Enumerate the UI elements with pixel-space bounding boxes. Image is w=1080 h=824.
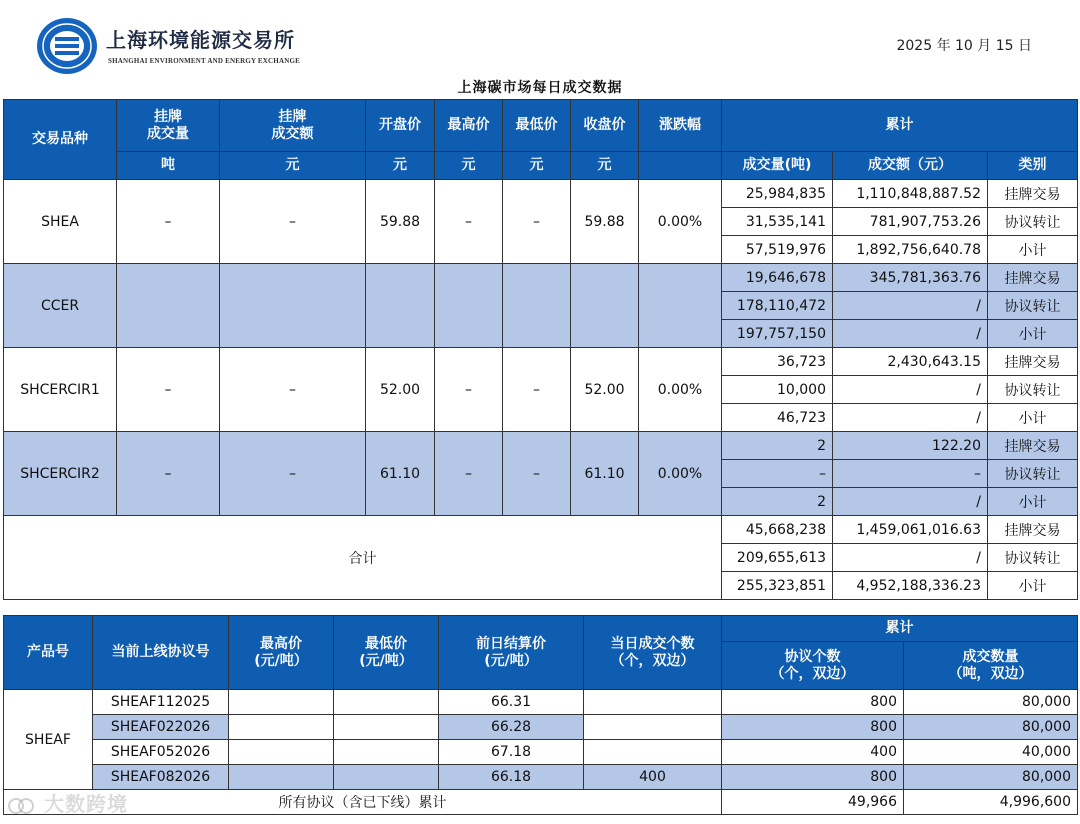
cum-volume: 36,723 [722, 348, 833, 376]
cum-type: 小计 [988, 236, 1078, 264]
cum-amount: / [833, 320, 988, 348]
unit-yuan: 元 [220, 152, 366, 180]
cum-qty: 80,000 [904, 690, 1078, 715]
close-price [571, 264, 639, 348]
unit-yuan: 元 [571, 152, 639, 180]
settle-price: 66.18 [439, 765, 584, 790]
col-close: 收盘价 [571, 100, 639, 152]
low-price: – [503, 180, 571, 264]
cum-type: 协议转让 [988, 460, 1078, 488]
cum-amount: 781,907,753.26 [833, 208, 988, 236]
cum-volume: 2 [722, 432, 833, 460]
product-name: SHEA [4, 180, 117, 264]
listed-amount: – [220, 348, 366, 432]
cum-type: 挂牌交易 [988, 180, 1078, 208]
cum-type: 协议转让 [988, 376, 1078, 404]
high-price [229, 690, 334, 715]
listed-volume: – [117, 432, 220, 516]
contract-code: SHEAF052026 [93, 740, 229, 765]
col-product-code: 产品号 [4, 616, 93, 690]
cum-type: 挂牌交易 [988, 348, 1078, 376]
product-name: SHCERCIR1 [4, 348, 117, 432]
cum-volume: – [722, 460, 833, 488]
product-code: SHEAF [4, 690, 93, 790]
col-cum-count: 协议个数 （个，双边） [722, 642, 904, 690]
settle-price: 66.28 [439, 715, 584, 740]
low-price [334, 740, 439, 765]
total-label: 合计 [4, 516, 722, 600]
contract-code: SHEAF112025 [93, 690, 229, 715]
col-listed-volume: 挂牌 成交量 [117, 100, 220, 152]
open-price: 52.00 [366, 348, 435, 432]
high-price: – [435, 180, 503, 264]
cum-volume: 31,535,141 [722, 208, 833, 236]
high-price [229, 740, 334, 765]
table-row [4, 264, 1078, 292]
col-product: 交易品种 [4, 100, 117, 180]
close-price: 59.88 [571, 180, 639, 264]
cum-count: 800 [722, 690, 904, 715]
report-date: 2025 年 10 月 15 日 [896, 38, 1032, 54]
high-price [229, 765, 334, 790]
cum-type: 协议转让 [988, 292, 1078, 320]
close-price: 61.10 [571, 432, 639, 516]
listed-volume [117, 264, 220, 348]
cum-volume: 10,000 [722, 376, 833, 404]
high-price: – [435, 348, 503, 432]
table-row [4, 180, 1078, 208]
org-name-cn: 上海环境能源交易所 [106, 28, 295, 52]
cum-qty: 80,000 [904, 765, 1078, 790]
listed-volume: – [117, 180, 220, 264]
col-cum-qty: 成交数量 （吨，双边） [904, 642, 1078, 690]
cum-type: 小计 [988, 488, 1078, 516]
org-name-en: SHANGHAI ENVIRONMENT AND ENERGY EXCHANGE [108, 57, 300, 65]
cum-qty: 40,000 [904, 740, 1078, 765]
table-row [4, 432, 1078, 460]
cum-amount: 2,430,643.15 [833, 348, 988, 376]
cum-volume: 46,723 [722, 404, 833, 432]
cum-count: 49,966 [722, 790, 904, 815]
cum-amount: / [833, 488, 988, 516]
col-low: 最低价 (元/吨） [334, 616, 439, 690]
col-cum-type: 类别 [988, 152, 1078, 180]
cum-volume: 19,646,678 [722, 264, 833, 292]
low-price: – [503, 432, 571, 516]
col-cum-volume: 成交量(吨) [722, 152, 833, 180]
col-cumulative: 累计 [722, 100, 1078, 152]
cum-type: 协议转让 [988, 544, 1078, 572]
watermark [6, 788, 128, 817]
col-change: 涨跌幅 [639, 100, 722, 152]
open-price [366, 264, 435, 348]
cum-volume: 209,655,613 [722, 544, 833, 572]
listed-amount [220, 264, 366, 348]
report-header [0, 0, 1080, 100]
cum-amount: 1,110,848,887.52 [833, 180, 988, 208]
settle-price: 67.18 [439, 740, 584, 765]
cum-amount: 122.20 [833, 432, 988, 460]
low-price [334, 765, 439, 790]
close-price: 52.00 [571, 348, 639, 432]
futures-agreement-table [3, 615, 1078, 815]
cum-type: 协议转让 [988, 208, 1078, 236]
open-price: 59.88 [366, 180, 435, 264]
table-row [4, 715, 1078, 740]
table-row [4, 740, 1078, 765]
cum-amount: 4,952,188,336.23 [833, 572, 988, 600]
unit-yuan: 元 [435, 152, 503, 180]
cum-type: 小计 [988, 320, 1078, 348]
change-pct: 0.00% [639, 348, 722, 432]
col-high: 最高价 (元/吨） [229, 616, 334, 690]
cum-type: 挂牌交易 [988, 264, 1078, 292]
watermark-logo-icon [6, 795, 36, 817]
daily-trading-table [3, 99, 1078, 600]
col-contract: 当前上线协议号 [93, 616, 229, 690]
unit-yuan: 元 [503, 152, 571, 180]
col-high: 最高价 [435, 100, 503, 152]
cum-amount: / [833, 292, 988, 320]
exchange-logo-icon [35, 16, 99, 76]
cum-count: 400 [722, 740, 904, 765]
product-name: SHCERCIR2 [4, 432, 117, 516]
low-price [334, 715, 439, 740]
table-row [4, 765, 1078, 790]
cum-type: 小计 [988, 404, 1078, 432]
cum-count: 800 [722, 765, 904, 790]
deal-count [584, 740, 722, 765]
col-open: 开盘价 [366, 100, 435, 152]
col-cumulative: 累计 [722, 616, 1078, 642]
listed-amount: – [220, 432, 366, 516]
table-row [4, 690, 1078, 715]
cum-amount: – [833, 460, 988, 488]
total-row [4, 790, 1078, 815]
settle-price: 66.31 [439, 690, 584, 715]
change-pct [639, 264, 722, 348]
col-cum-amount: 成交额（元） [833, 152, 988, 180]
watermark-text: 大数跨境 [43, 792, 128, 816]
unit-ton: 吨 [117, 152, 220, 180]
deal-count [584, 690, 722, 715]
cum-type: 挂牌交易 [988, 432, 1078, 460]
table-row [4, 348, 1078, 376]
col-settle: 前日结算价 (元/吨） [439, 616, 584, 690]
cum-amount: / [833, 544, 988, 572]
cum-count: 800 [722, 715, 904, 740]
cum-volume: 45,668,238 [722, 516, 833, 544]
cum-amount: 1,892,756,640.78 [833, 236, 988, 264]
contract-code: SHEAF082026 [93, 765, 229, 790]
cum-type: 小计 [988, 572, 1078, 600]
unit-yuan: 元 [366, 152, 435, 180]
listed-volume: – [117, 348, 220, 432]
change-pct: 0.00% [639, 180, 722, 264]
cum-volume: 2 [722, 488, 833, 516]
deal-count [584, 715, 722, 740]
change-pct: 0.00% [639, 432, 722, 516]
cum-amount: / [833, 376, 988, 404]
cum-volume: 57,519,976 [722, 236, 833, 264]
col-deals: 当日成交个数 （个，双边） [584, 616, 722, 690]
low-price [334, 690, 439, 715]
contract-code: SHEAF022026 [93, 715, 229, 740]
cum-volume: 178,110,472 [722, 292, 833, 320]
report-title: 上海碳市场每日成交数据 [457, 80, 623, 96]
cum-volume: 25,984,835 [722, 180, 833, 208]
col-listed-amount: 挂牌 成交额 [220, 100, 366, 152]
cum-amount: / [833, 404, 988, 432]
deal-count: 400 [584, 765, 722, 790]
cum-qty: 80,000 [904, 715, 1078, 740]
total-row [4, 516, 1078, 544]
low-price: – [503, 348, 571, 432]
col-low: 最低价 [503, 100, 571, 152]
listed-amount: – [220, 180, 366, 264]
open-price: 61.10 [366, 432, 435, 516]
cum-amount: 345,781,363.76 [833, 264, 988, 292]
high-price [435, 264, 503, 348]
cum-volume: 197,757,150 [722, 320, 833, 348]
low-price [503, 264, 571, 348]
high-price: – [435, 432, 503, 516]
total-label: 所有协议（含已下线）累计 [4, 790, 722, 815]
cum-qty: 4,996,600 [904, 790, 1078, 815]
cum-type: 挂牌交易 [988, 516, 1078, 544]
cum-amount: 1,459,061,016.63 [833, 516, 988, 544]
product-name: CCER [4, 264, 117, 348]
high-price [229, 715, 334, 740]
cum-volume: 255,323,851 [722, 572, 833, 600]
